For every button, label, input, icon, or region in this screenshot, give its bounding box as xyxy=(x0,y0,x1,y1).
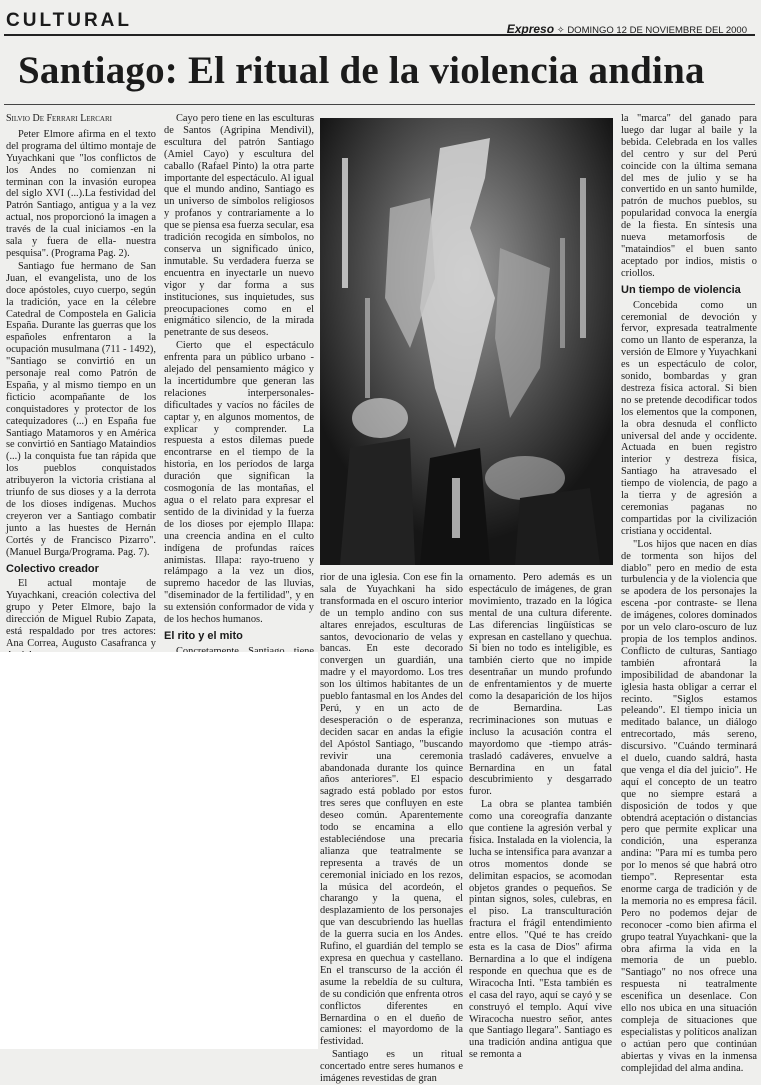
paragraph: Santiago fue hermano de San Juan, el evangelista, uno de los doce apóstoles, cuyo cuerpo, según la tradición, yace en la célebre Catedral de Compostela en Galicia España. Durante las guerras que los españoles enfrentaron a la ocupación musulmana (711 - 1492), "Santiago se convirtió en un personaje real como Patrón de España, y al mismo tiempo en un ficticio acompañante de los conquistadores y protector de los catequizadores (...) en España fue Santiago Matamoros y en América se convirtió en Santiago Mataindios (...) la conquista fue tan rápida que los pueblos conquistados atribuyeron la victoria cristiana al triunfo de sus dioses y a la derrota de los dioses indígenas. Muchos creyeron ver a Santiago combatir junto a las huestes de Hernán Cortés y de Francisco Pizarro". (Manuel Burga/Programa. Pag. 7). xyxy=(6,260,156,558)
publication-name: Expreso xyxy=(506,22,555,36)
stage-photo-image xyxy=(320,118,613,565)
column-5 xyxy=(621,113,757,1074)
paragraph: Cayo pero tiene en las esculturas de Santos (Agripina Mendivil), escultura del patrón Santiago (Amiel Cayo) y escultura del caballo (Rafael Pinto) la otra parte importante del espectáculo. Al igual que el mundo andino, Santiago es un universo de símbolos religiosos y profanos y contrariamente a lo que se piensa esa fuerza secular, esa tradición recogida en símbolos, no conserva un significado único, inmutable. Su verdadera fuerza se encuentra en inyectarle un nuevo vigor y dar forma a sus instituciones, sus inquietudes, sus preocupaciones como en el enigmático silencio, de la mirada penetrante de sus deseos. xyxy=(164,113,314,339)
paragraph: la "marca" del ganado para luego dar lugar al baile y la bebida. Celebrada en los valles del centro y sur del Perú coincide con la última semana del mes de julio y se ha convertido en un santo humilde, patrón de muchos pueblos, su popularidad convoca la energía de la fiesta. En síntesis una nueva metamorfosis de "mataindios" el buen santo aceptado por indios, mistis o criollos. xyxy=(621,113,757,279)
section-label: CULTURAL xyxy=(6,10,133,31)
subheading-colectivo: Colectivo creador xyxy=(6,562,99,575)
stage-photo xyxy=(320,118,613,565)
blank-area xyxy=(0,652,318,1049)
column-2 xyxy=(164,113,314,650)
paragraph: Concebida como un ceremonial de devoción y fervor, expresada teatralmente como un llanto de esperanza, la versión de Elmore y Yuyachkani es un espectáculo de color, sonido, bombardas y gran destreza física actoral. Si bien no se pretende decodificar todos los elementos que la componen, la obra desnuda el conflicto universal del ande y occidente. Actuada en buen registro interior y destreza física, Santiago ha atravesado el tiempo de violencia, de pago a la tierra y de agresión a ceremonias paganas no compartidas por la civilización cristiana y occidental. xyxy=(621,299,757,537)
paragraph: ornamento. Pero además es un espectáculo de imágenes, de gran movimiento, trazado en la lógica mental de una cultura diferente. Las diferencias lingüísticas se expresan en castellano y quechua. Si bien no todo es inteligible, es también cierto que no impide desentrañar un mundo profundo de enfrentamientos y de muerte como la desaparición de los hijos de Bernardina. Las recriminaciones son mutuas e incluso la acusación contra el mayordomo que -tiempo atrás- trasladó cadáveres, envuelve a Bernardina en un fatal descubrimiento y desgarrado furor. xyxy=(469,572,612,798)
headline-rule xyxy=(4,104,755,105)
paragraph: El actual montaje de Yuyachkani, creación colectiva del grupo y Peter Elmore, bajo la dirección de Miguel Rubio Zapata, está respaldado por tres actores: Ana Correa, Augusto Casafranca y xyxy=(6,578,156,649)
paragraph: Santiago es un ritual concertado entre seres humanos e imágenes revestidas de gran xyxy=(320,1049,463,1085)
headline: Santiago: El ritual de la violencia andina xyxy=(18,49,705,92)
paragraph: Peter Elmore afirma en el texto del programa del último montaje de Yuyachkani que "los conflictos de los Andes no comienzan ni terminan con la invasión europea del siglo XVI (...).La festividad del Patrón Santiago, antigua y a la vez actual, nos proporcionó la imagen a través de la cual iniciamos -en la sala y fuera de ella- nuestra pesquisa". (Programa Pag. 2). xyxy=(6,128,156,259)
paragraph: "Los hijos que nacen en días de tormenta son hijos del diablo" pero en medio de esta turbulencia y de la violencia que se apodera de los personajes la escena -por contraste- se llena de imágenes, colores dominados por un velo claro-oscuro de luz propia de los templos andinos. Conflicto de culturas, Santiago también afrontará la imposibilidad de abandonar la iglesia hasta obligar a cerrar el recinto. "Siglos estamos peleando". El tiempo inicia un meditado balance, un diálogo entrecortado, más sereno, discursivo. "Cuándo terminará el duelo, cuando saldrá, hasta que venga el día del juicio". He aquí el concepto de un teatro que no siempre estará a disposición de todos y que obtendrá aceptación o distancias pero que permite explicar una condición, una esperanza andina: "Para mí es tumba pero por lo menos sé que habrá otro tiempo". Representar esta enorme carga de tradición y de la memoria no es empresa fácil. Pero no podemos dejar de reconocer -como bien afirma el grupo teatral Yuyachkani- que la obra afirma la vida en la memoria de un pueblo. "Santiago" no nos ofrece una respuesta ni teatralmente escenifica un desenlace. Con ello nos ubica en una situación compleja de situaciones que especialistas y políticos analizan o actúan pero que continúan abiertas y vivas en la inmensa complejidad del alma andina. xyxy=(621,538,757,1074)
subheading-rito: El rito y el mito xyxy=(164,629,243,642)
paragraph: rior de una iglesia. Con ese fin la sala de Yuyachkani ha sido transformada en el oscuro interior de un templo andino con sus altares enrejados, esculturas de santos, devocionario de velas y bancas. En este decorado convergen un guardián, una madre y el mayordomo. Los tres son los últimos habitantes de un pueblo fantasmal en los Andes del Perú, y en un acto de desesperación o de esperanza, deciden sacar en andas la efigie del Apóstol Santiago, "buscando revivir una ceremonia abandonada durante los quince años anteriores". El espacio sagrado está poblado por estos tres seres que confluyen en este deseo común. Aparentemente todo se encamina a ello estableciéndose una precaria alianza que teatralmente se representa a través de un ceremonial iniciado en los rezos, la música del acordeón, el charango y la quena, el desplazamiento de los personajes que van descubriendo las huellas de la guerra sucia en los Andes. Rufino, el guardián del templo se expresa en quechua y castellano. En el transcurso de la acción él asume la rebeldía de su cultura, de su condición que enfrenta otros conflictos diferentes en Bernardina o en el dueño de camiones: el mayordomo de la festividad. xyxy=(320,572,463,1048)
publication-date: DOMINGO 12 DE NOVIEMBRE DEL 2000 xyxy=(567,25,747,36)
column-3 xyxy=(320,572,463,1085)
top-rule xyxy=(4,34,755,36)
paragraph: La obra se plantea también como una coreografía danzante que contiene la agresión verbal y física. Instalada en la violencia, la lucha se intensifica para avanzar a otros momentos donde se delimitan espacios, se acomodan objetos grandes o pequeños. Se pintan signos, soles, culebras, en el piso. La transculturación fractura el frágil entendimiento entre ellos. "Qué te has creído esta es la casa de Dios" afirma Bernardina a lo que el indígena responde en quechua que es de Wiracocha Inti. "Esta también es el casa del rayo, aquí se cayó y se construyó el templo. Aquí vive Wiracocha nuestro señor, antes que Santiago llegara". Santiago es una tradición andina antigua que se remonta a xyxy=(469,799,612,1061)
paragraph: Cierto que el espectáculo enfrenta para un público urbano -alejado del pensamiento mágico y la incertidumbre que generan las relaciones interpersonales- dificultades y vacíos no fáciles de captar y, en algunos momentos, de explicar y comprender. La respuesta a estos dilemas puede encontrarse en el tiempo de la historia, en los períodos de larga duración que significan la cosmogonía de las montañas, el agua o el relato para expresar el sentido de la divinidad y la fuerza de los dioses por ejemplo Illapa: una creencia andina en el culto indígena de profundas raíces animistas. Illapa: rayo-trueno y relámpago a la vez un dios, supremo hacedor de las lluvias, "diseminador de la fertilidad", y en su extensión conformador de vida y de los hechos humanos. xyxy=(164,340,314,626)
column-4 xyxy=(469,572,612,1061)
byline: Silvio De Ferrari Lercari xyxy=(6,113,112,124)
diamond-icon: ✧ xyxy=(556,25,568,36)
subheading-violencia: Un tiempo de violencia xyxy=(621,283,741,296)
column-1 xyxy=(6,113,156,650)
